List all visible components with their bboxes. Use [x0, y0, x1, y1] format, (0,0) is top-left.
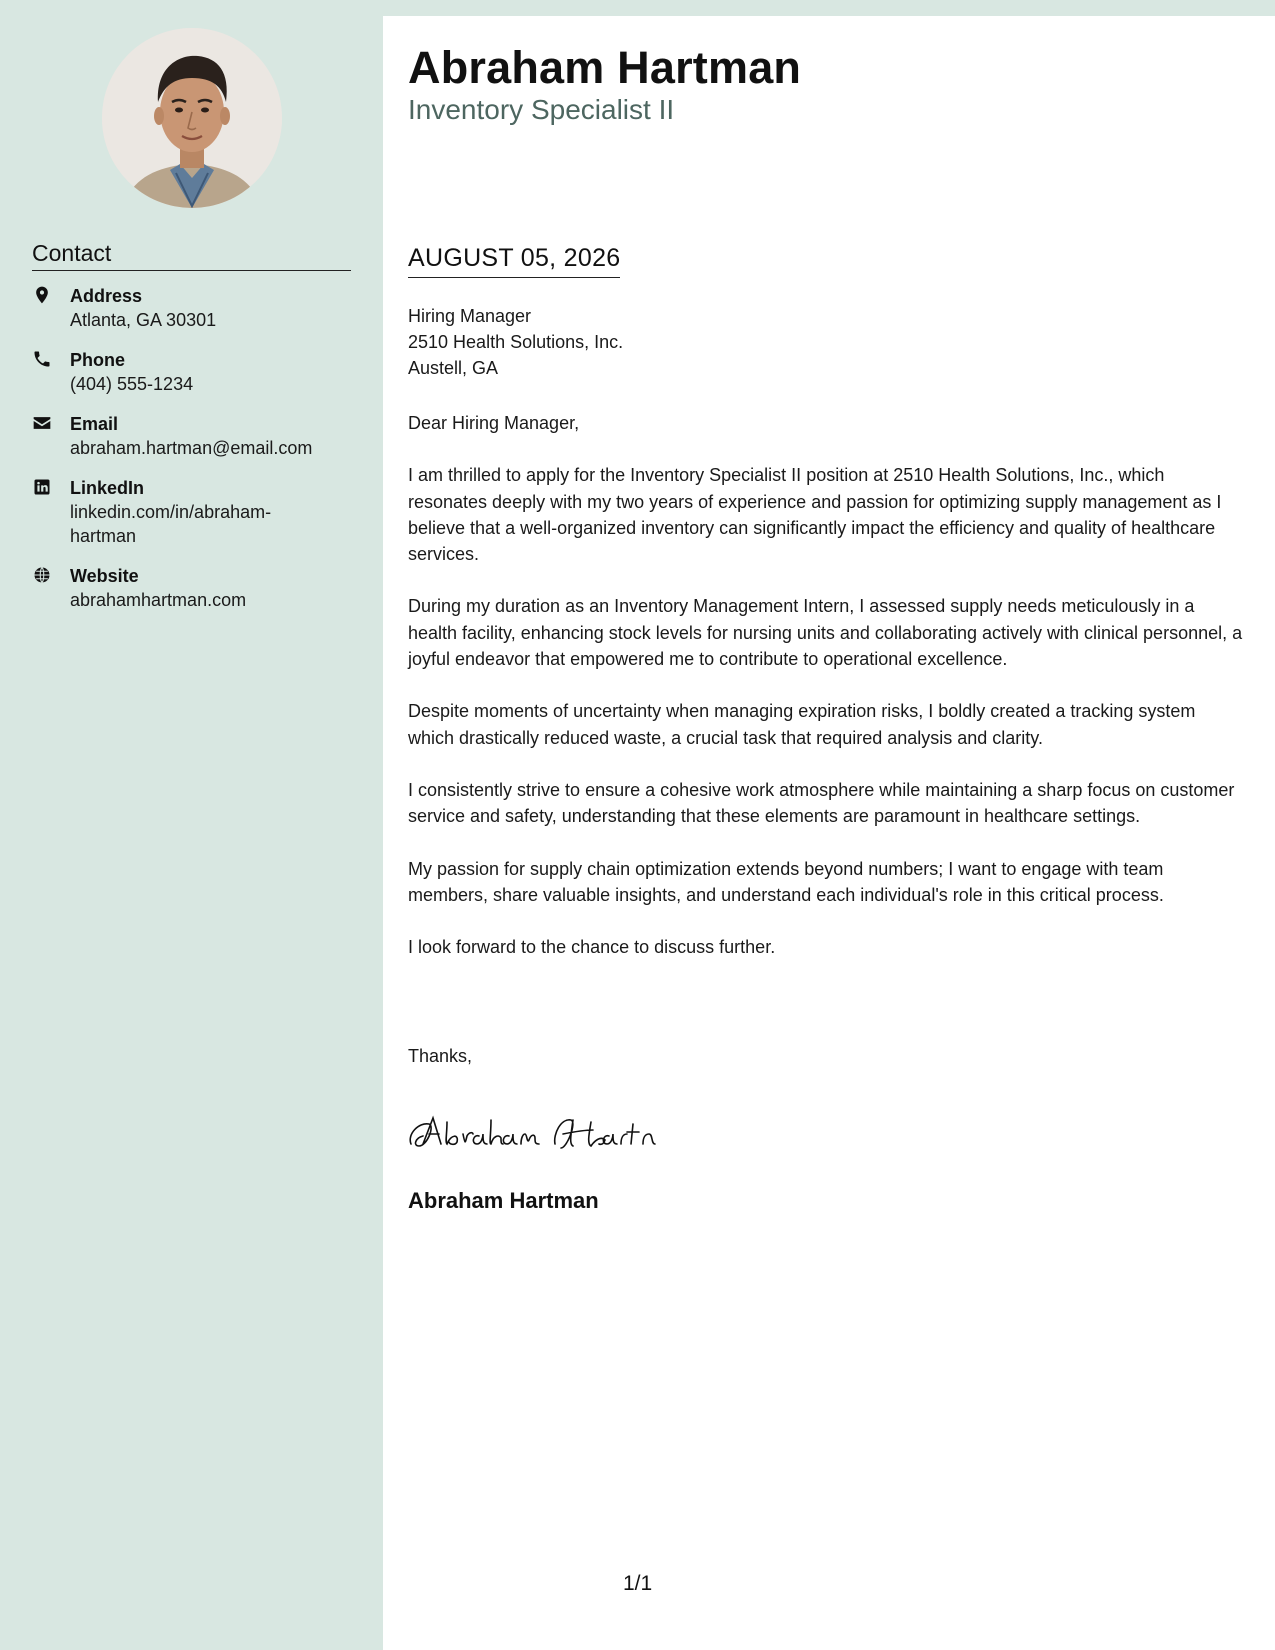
envelope-icon — [32, 413, 56, 437]
email-value[interactable]: abraham.hartman@email.com — [70, 438, 313, 458]
address-value: Atlanta, GA 30301 — [70, 310, 217, 330]
avatar — [102, 28, 282, 208]
letter-paragraph: During my duration as an Inventory Management Intern, I assessed supply needs meticulously in a health facility, enhancing stock levels for nursing units and collaborating actively with clinical personnel, a joyful endeavor that empowered me to contribute to operational excellence. — [408, 596, 1243, 670]
applicant-name: Abraham Hartman — [408, 42, 802, 93]
contact-item-email — [32, 412, 362, 460]
phone-icon — [32, 349, 56, 373]
page-number: 1/1 — [623, 1572, 653, 1595]
letter-paragraph: Despite moments of uncertainty when managing expiration risks, I boldly created a tracking system which drastically reduced waste, a crucial task that required analysis and clarity. — [408, 701, 1196, 748]
email-label: Email — [70, 414, 119, 434]
address-label: Address — [70, 286, 143, 306]
letter-body — [408, 410, 1243, 986]
map-pin-icon — [32, 285, 56, 309]
recipient-line: Austell, GA — [408, 358, 499, 378]
phone-value: (404) 555-1234 — [70, 374, 194, 394]
profile-photo — [102, 28, 282, 208]
job-title: Inventory Specialist II — [408, 94, 675, 125]
contact-item-address — [32, 284, 362, 332]
letter-paragraph: I look forward to the chance to discuss further. — [408, 937, 776, 958]
sidebar — [0, 0, 383, 1650]
closing: Thanks, — [408, 1046, 473, 1066]
website-value[interactable]: abrahamhartman.com — [70, 590, 247, 610]
linkedin-value[interactable]: linkedin.com/in/abraham-hartman — [70, 502, 272, 546]
linkedin-label: LinkedIn — [70, 478, 145, 498]
letter-paragraph: I am thrilled to apply for the Inventory Specialist II position at 2510 Health Solutions, Inc., which resonates deeply with my two years of experience and passion for optimizing supply management as I believe that a well-organized inventory can significantly impact the efficiency and quality of healthcare services. — [408, 465, 1222, 565]
globe-icon — [32, 565, 56, 589]
salutation: Dear Hiring Manager, — [408, 413, 580, 433]
contact-item-website — [32, 564, 362, 612]
recipient-line: 2510 Health Solutions, Inc. — [408, 332, 624, 352]
website-label: Website — [70, 566, 139, 586]
letter-date: AUGUST 05, 2026 — [408, 244, 620, 278]
contact-heading: Contact — [32, 240, 351, 271]
letter-paragraph: My passion for supply chain optimization extends beyond numbers; I want to engage with team members, share valuable insights, and understand each individual's role in this critical process. — [408, 858, 1164, 905]
contact-list — [32, 284, 362, 628]
letter-panel — [383, 16, 1275, 1650]
phone-label: Phone — [70, 350, 126, 370]
linkedin-icon — [32, 477, 56, 501]
letter-paragraph: I consistently strive to ensure a cohesive work atmosphere while maintaining a sharp focus on customer service and safety, understanding that these elements are paramount in healthcare settings. — [408, 779, 1235, 827]
signer-name: Abraham Hartman — [408, 1188, 599, 1213]
contact-item-linkedin — [32, 476, 362, 548]
recipient-line: Hiring Manager — [408, 306, 532, 326]
signature — [405, 1104, 675, 1159]
contact-item-phone — [32, 348, 362, 396]
recipient-block — [408, 303, 623, 381]
